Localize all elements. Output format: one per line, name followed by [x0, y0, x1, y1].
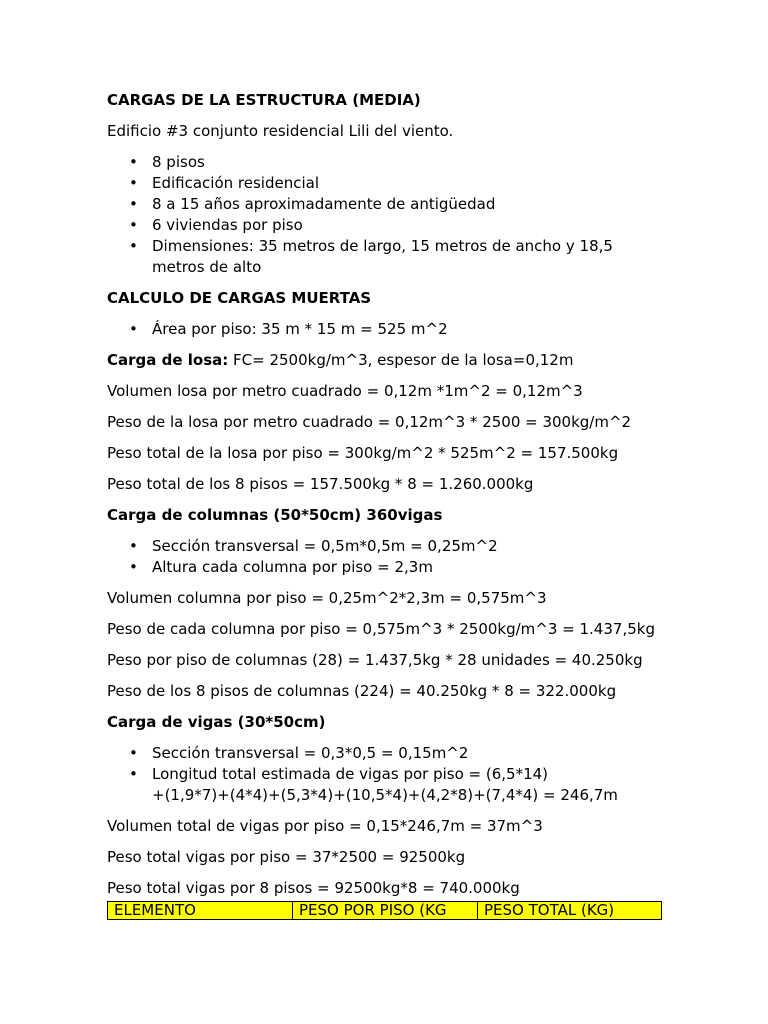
table-header-cell: ELEMENTO	[108, 902, 293, 920]
bullet-icon: •	[129, 765, 138, 783]
calc-line: Volumen losa por metro cuadrado = 0,12m *1m^2 = 0,12m^3	[107, 382, 583, 400]
bullet-icon: •	[129, 537, 138, 555]
area-list	[107, 319, 667, 340]
calc-line: Peso total vigas por piso = 37*2500 = 92500kg	[107, 848, 466, 866]
list-item: • Altura cada columna por piso = 2,3m	[129, 558, 433, 576]
calc-line: Peso por piso de columnas (28) = 1.437,5kg * 28 unidades = 40.250kg	[107, 651, 643, 669]
intro-text: Edificio #3 conjunto residencial Lili del viento.	[107, 122, 454, 140]
calc-line: Peso de la losa por metro cuadrado = 0,12m^3 * 2500 = 300kg/m^2	[107, 413, 632, 431]
list-item: • Longitud total estimada de vigas por piso = (6,5*14)	[129, 765, 549, 783]
bullet-icon: •	[129, 744, 138, 762]
table-header-cell: PESO TOTAL (KG)	[478, 902, 662, 920]
list-item: • Sección transversal = 0,3*0,5 = 0,15m^2	[129, 744, 469, 762]
list-item: • 8 pisos	[129, 153, 205, 171]
document-title: CARGAS DE LA ESTRUCTURA (MEDIA)	[107, 91, 421, 109]
section-heading-beams: Carga de vigas (30*50cm)	[107, 713, 326, 731]
columns-list	[107, 536, 667, 578]
section-heading-columns: Carga de columnas (50*50cm) 360vigas	[107, 506, 443, 524]
table-header-row	[108, 902, 662, 920]
bullet-icon: •	[129, 237, 138, 255]
slab-load-line	[107, 350, 667, 371]
list-item-continuation: metros de alto	[152, 258, 262, 276]
list-item: • Edificación residencial	[129, 174, 319, 192]
slab-load-label: Carga de losa:	[107, 351, 229, 369]
list-item-continuation: +(1,9*7)+(4*4)+(5,3*4)+(10,5*4)+(4,2*8)+(7,4*4) = 246,7m	[152, 786, 618, 804]
calc-line: Volumen columna por piso = 0,25m^2*2,3m = 0,575m^3	[107, 589, 547, 607]
list-item: • 8 a 15 años aproximadamente de antigüedad	[129, 195, 496, 213]
bullet-icon: •	[129, 216, 138, 234]
weights-table	[107, 901, 662, 920]
section-heading-dead-loads: CALCULO DE CARGAS MUERTAS	[107, 289, 372, 307]
table-header-cell: PESO POR PISO (KG	[293, 902, 478, 920]
calc-line: Volumen total de vigas por piso = 0,15*246,7m = 37m^3	[107, 817, 543, 835]
list-item: • 6 viviendas por piso	[129, 216, 303, 234]
document-page	[107, 90, 667, 920]
calc-line: Peso de cada columna por piso = 0,575m^3 * 2500kg/m^3 = 1.437,5kg	[107, 620, 655, 638]
list-item: • Dimensiones: 35 metros de largo, 15 metros de ancho y 18,5	[129, 237, 613, 255]
calc-line: Peso de los 8 pisos de columnas (224) = 40.250kg * 8 = 322.000kg	[107, 682, 617, 700]
bullet-icon: •	[129, 153, 138, 171]
bullet-icon: •	[129, 320, 138, 338]
calc-line: Peso total vigas por 8 pisos = 92500kg*8 = 740.000kg	[107, 879, 520, 897]
calc-line: Peso total de la losa por piso = 300kg/m^2 * 525m^2 = 157.500kg	[107, 444, 619, 462]
calc-line: Peso total de los 8 pisos = 157.500kg * 8 = 1.260.000kg	[107, 475, 534, 493]
bullet-icon: •	[129, 174, 138, 192]
list-item: • Sección transversal = 0,5m*0,5m = 0,25m^2	[129, 537, 498, 555]
beams-list	[107, 743, 667, 806]
bullet-icon: •	[129, 195, 138, 213]
building-list	[107, 152, 667, 278]
list-item: • Área por piso: 35 m * 15 m = 525 m^2	[129, 320, 448, 338]
slab-load-text: FC= 2500kg/m^3, espesor de la losa=0,12m	[228, 351, 574, 369]
bullet-icon: •	[129, 558, 138, 576]
